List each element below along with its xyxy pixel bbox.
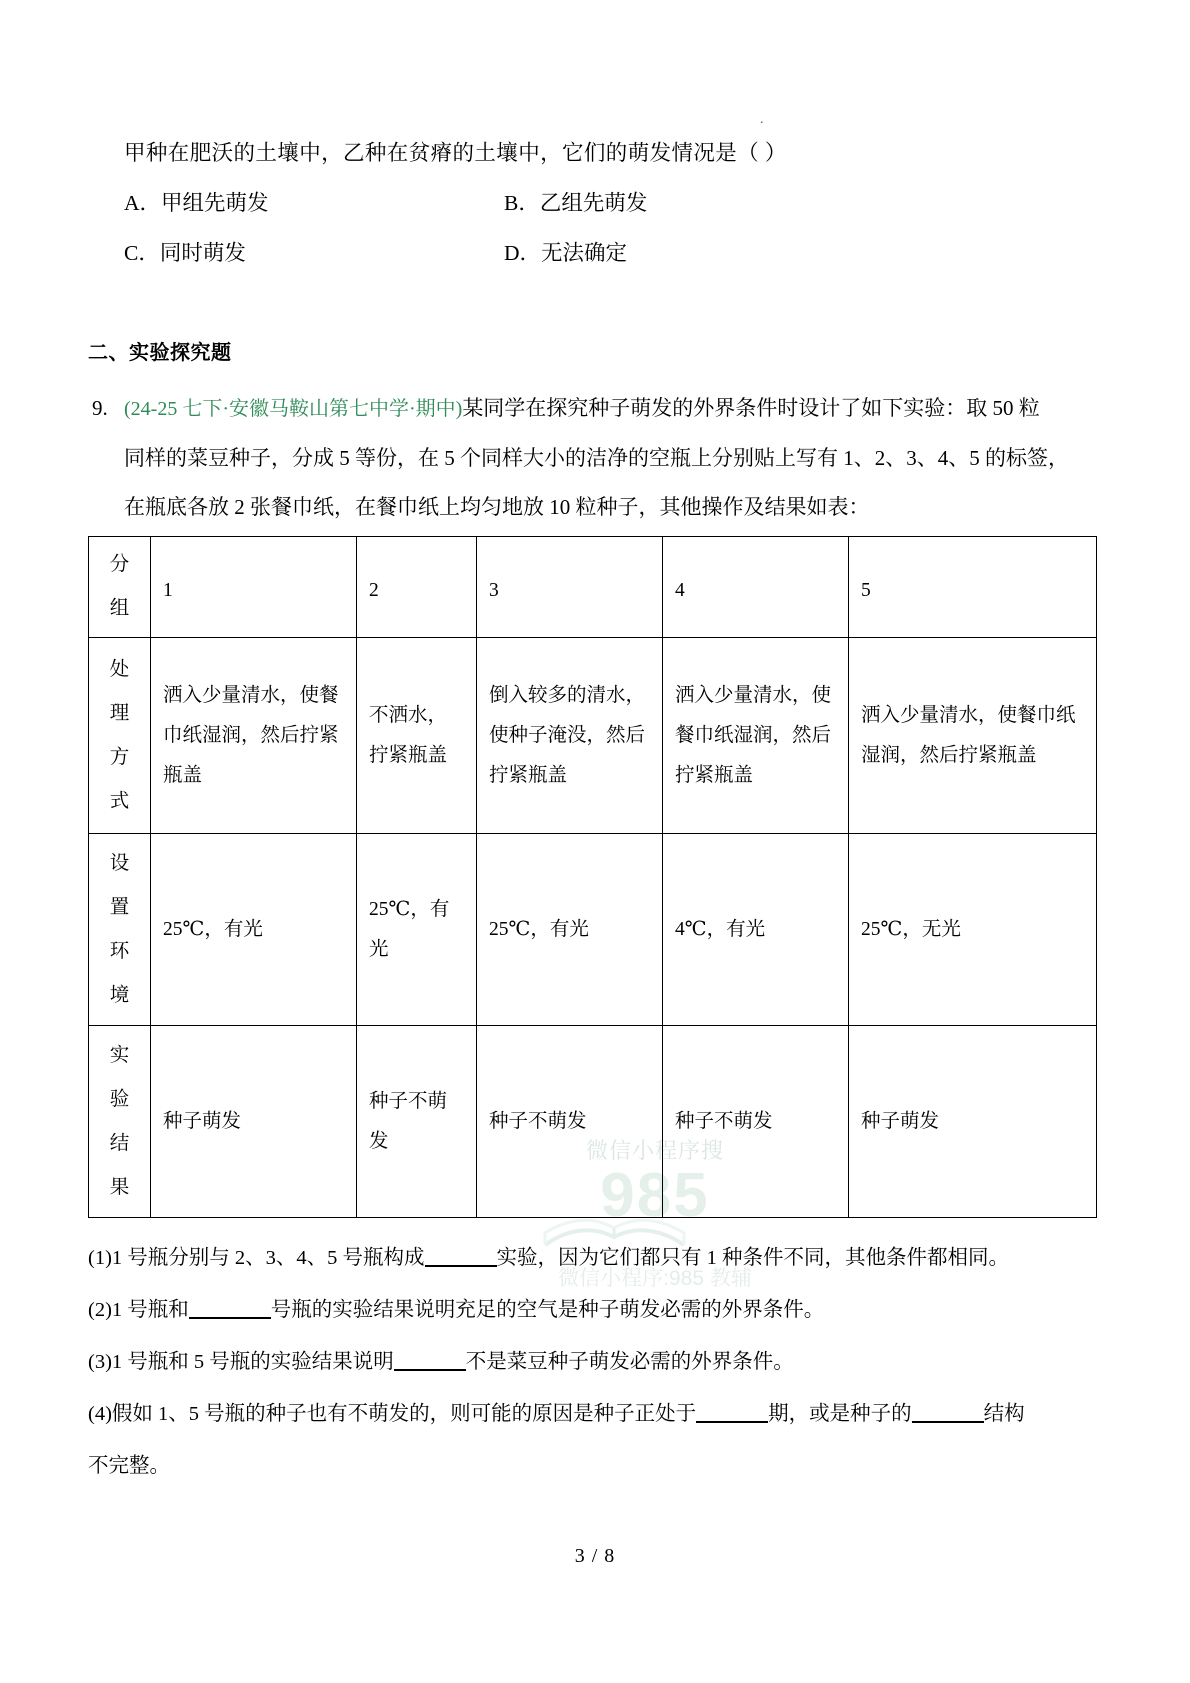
- option-a-text: 甲组先萌发: [161, 191, 269, 215]
- sub-question-3: [88, 1336, 1102, 1388]
- sub-question-4-label: (4): [88, 1403, 112, 1425]
- option-c-text: 同时萌发: [159, 241, 246, 265]
- experiment-table: [88, 536, 1097, 1218]
- sub-question-3-part1: 1 号瓶和 5 号瓶的实验结果说明: [111, 1351, 394, 1373]
- sub-question-1-blank[interactable]: [425, 1243, 497, 1267]
- sub-question-1-part2: 实验，因为它们都只有 1 种条件不同，其他条件都相同。: [496, 1247, 1010, 1269]
- question-9-stem-line-3: 在瓶底各放 2 张餐巾纸，在餐巾纸上均匀地放 10 粒种子，其他操作及结果如表：: [124, 495, 870, 519]
- sub-question-4-part3: 结构: [983, 1403, 1025, 1425]
- watermark-top-text: 微信小程序搜: [585, 1138, 724, 1163]
- treatment-cell-5: 洒入少量清水，使餐巾纸湿润，然后拧紧瓶盖: [849, 638, 1097, 834]
- sub-question-1-label: (1): [88, 1247, 112, 1269]
- section-heading: 二、实验探究题: [88, 342, 232, 364]
- watermark-big-text: 985: [600, 1161, 710, 1230]
- option-d-key: D．: [504, 241, 542, 265]
- sub-question-2-part1: 1 号瓶和: [111, 1299, 189, 1321]
- question-9-source-tag: (24-25 七下·安徽马鞍山第七中学·期中): [124, 398, 463, 420]
- group-number-1: 1: [151, 537, 357, 638]
- option-d-text: 无法确定: [541, 241, 628, 265]
- table-row-environment: [89, 834, 1097, 1026]
- option-a[interactable]: [88, 178, 468, 228]
- sub-question-1: [88, 1232, 1102, 1284]
- option-row-ab: [88, 178, 1102, 228]
- environment-cell-1: 25℃，有光: [151, 834, 357, 1026]
- row-label-environment: 设 置 环 境: [89, 834, 151, 1026]
- sub-question-2: [88, 1284, 1102, 1336]
- sub-question-4-continuation: 不完整。: [88, 1455, 170, 1477]
- treatment-cell-1: 洒入少量清水，使餐巾纸湿润，然后拧紧瓶盖: [151, 638, 357, 834]
- option-b-text: 乙组先萌发: [539, 191, 648, 215]
- sub-question-2-blank[interactable]: [189, 1295, 271, 1319]
- question-9-stem-line-1: [124, 384, 1102, 434]
- option-c-key: C．: [124, 241, 160, 265]
- question-9-number: 9.: [92, 396, 108, 420]
- option-b[interactable]: [468, 178, 848, 228]
- sub-question-3-label: (3): [88, 1351, 112, 1373]
- result-cell-3: 种子不萌发: [477, 1026, 663, 1218]
- result-cell-1: 种子萌发: [151, 1026, 357, 1218]
- option-a-key: A．: [124, 191, 162, 215]
- sub-question-3-part2: 不是菜豆种子萌发必需的外界条件。: [465, 1351, 794, 1373]
- environment-cell-3: 25℃，有光: [477, 834, 663, 1026]
- sub-question-4-part1: 假如 1、5 号瓶的种子也有不萌发的，则可能的原因是种子正处于: [111, 1403, 697, 1425]
- page-content: [88, 0, 1102, 1492]
- option-d[interactable]: [468, 228, 848, 278]
- table-row-result: [89, 1026, 1097, 1218]
- option-row-cd: [88, 228, 1102, 278]
- question-9-body: [124, 384, 1102, 532]
- treatment-cell-2: 不洒水，拧紧瓶盖: [357, 638, 477, 834]
- stray-dot-mark: .: [760, 112, 764, 127]
- group-number-2: 2: [357, 537, 477, 638]
- treatment-cell-4: 洒入少量清水，使餐巾纸湿润，然后拧紧瓶盖: [663, 638, 849, 834]
- option-c[interactable]: [88, 228, 468, 278]
- question-9-stem-text-1: 某同学在探究种子萌发的外界条件时设计了如下实验：取 50 粒: [462, 396, 1040, 420]
- row-label-grouping-char-1: 分: [109, 554, 130, 575]
- sub-question-1-part1: 1 号瓶分别与 2、3、4、5 号瓶构成: [111, 1247, 425, 1269]
- previous-question-stem: 甲种在肥沃的土壤中，乙种在贫瘠的土壤中，它们的萌发情况是（ ）: [124, 141, 787, 165]
- sub-question-2-part2: 号瓶的实验结果说明充足的空气是种子萌发必需的外界条件。: [270, 1299, 825, 1321]
- result-cell-5: 种子萌发: [849, 1026, 1097, 1218]
- watermark-bottom-text: 微信小程序:985 教辅: [558, 1267, 752, 1290]
- result-cell-4: 种子不萌发: [663, 1026, 849, 1218]
- sub-question-4-blank-1[interactable]: [696, 1399, 768, 1423]
- previous-question: [88, 128, 1102, 278]
- sub-question-4-blank-2[interactable]: [912, 1399, 984, 1423]
- sub-question-2-label: (2): [88, 1299, 112, 1321]
- sub-question-4-part2: 期，或是种子的: [768, 1403, 912, 1425]
- environment-cell-4: 4℃，有光: [663, 834, 849, 1026]
- table-row-treatment: [89, 638, 1097, 834]
- sub-question-3-blank[interactable]: [394, 1347, 466, 1371]
- row-label-grouping-char-2: 组: [109, 598, 130, 619]
- table-row-grouping: [89, 537, 1097, 638]
- result-cell-2: 种子不萌发: [357, 1026, 477, 1218]
- page-footer: 3 / 8: [574, 1545, 616, 1567]
- row-label-result: 实 验 结 果: [89, 1026, 151, 1218]
- group-number-5: 5: [849, 537, 1097, 638]
- treatment-cell-3: 倒入较多的清水，使种子淹没，然后拧紧瓶盖: [477, 638, 663, 834]
- row-label-treatment: 处 理 方 式: [89, 638, 151, 834]
- environment-cell-5: 25℃，无光: [849, 834, 1097, 1026]
- option-b-key: B．: [504, 191, 540, 215]
- row-label-grouping: [89, 537, 151, 638]
- question-9-stem-line-2: 同样的菜豆种子，分成 5 等份，在 5 个同样大小的洁净的空瓶上分别贴上写有 1、2、3、4、5 的标签，: [124, 446, 1069, 470]
- environment-cell-2: 25℃，有光: [357, 834, 477, 1026]
- group-number-3: 3: [477, 537, 663, 638]
- sub-question-4: [88, 1388, 1102, 1440]
- question-9: [88, 384, 1102, 532]
- group-number-4: 4: [663, 537, 849, 638]
